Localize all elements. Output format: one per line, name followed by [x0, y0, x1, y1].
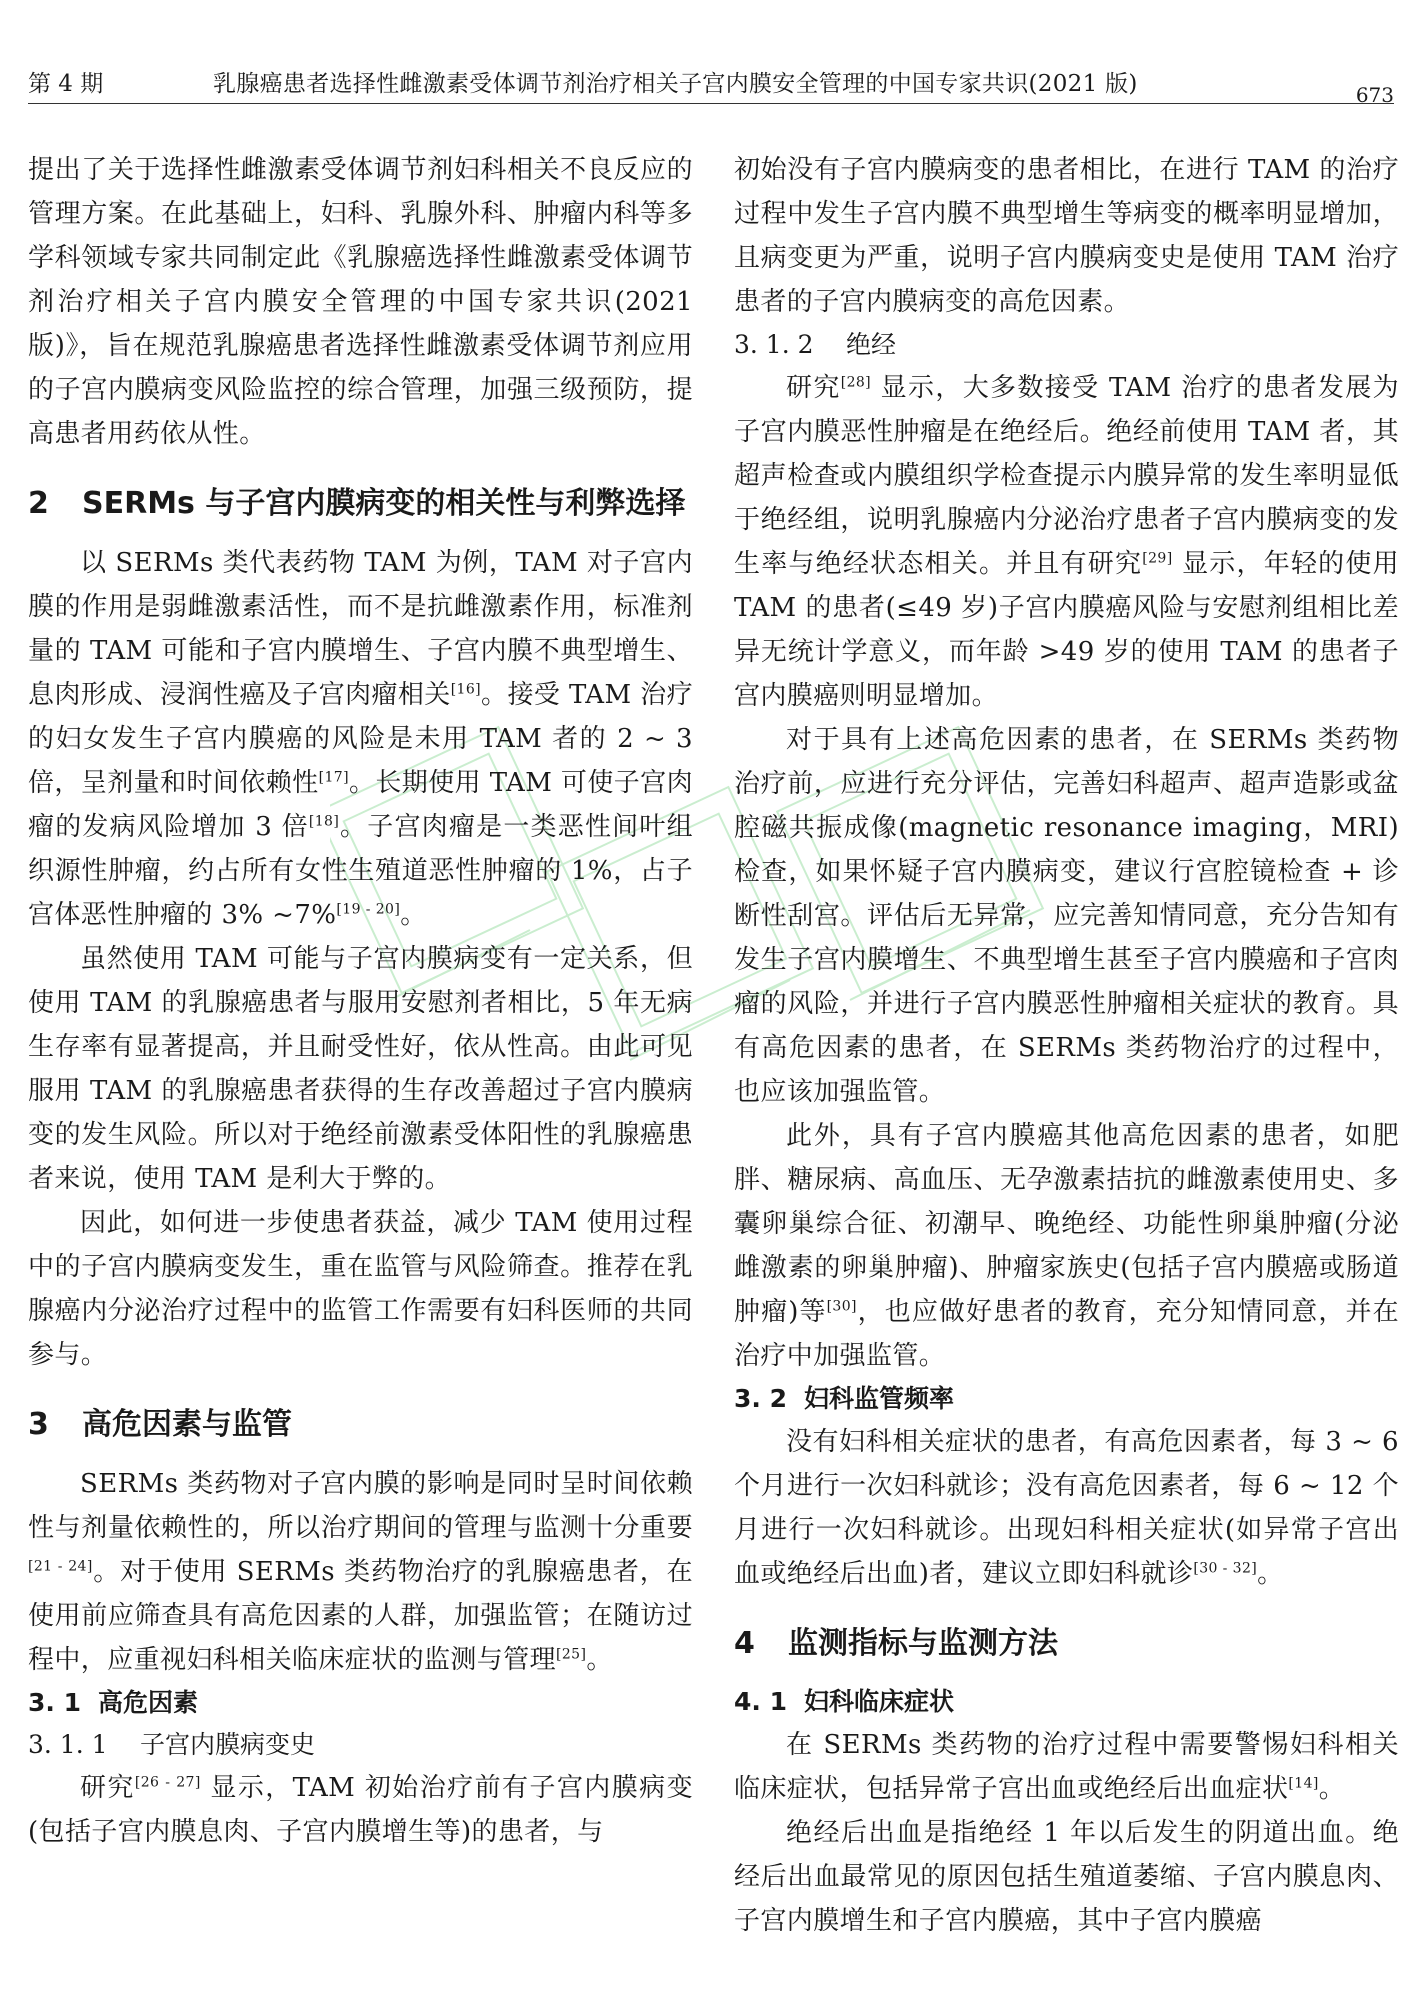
- paragraph: [734, 366, 1399, 718]
- text-run: 显示，大多数接受 TAM 治疗的患者发展为子宫内膜恶性肿瘤是在绝经后。绝经前使用 TAM 者，其超声检查或内膜组织学检查提示内膜异常的发生率明显低于绝经组，说明乳腺癌内分泌治疗患者子宫内膜病变的发生率与绝经状态相关。并且有研究: [734, 373, 1399, 579]
- paragraph-continued: 初始没有子宫内膜病变的患者相比，在进行 TAM 的治疗过程中发生子宫内膜不典型增生等病变的概率明显增加，且病变更为严重，说明子宫内膜病变史是使用 TAM 治疗患者的子宫内膜病变的高危因素。: [734, 155, 1399, 317]
- subsection-title: 妇科监管频率: [804, 1384, 955, 1413]
- text-run: 。对于使用 SERMs 类药物治疗的乳腺癌患者，在使用前应筛查具有高危因素的人群，加强监管；在随访过程中，应重视妇科相关临床症状的监测与管理: [28, 1557, 693, 1675]
- subsection-number: 3. 2: [734, 1384, 787, 1413]
- subsection-4-1-heading: [734, 1681, 1399, 1723]
- subsection-number: 3. 1. 1: [28, 1730, 108, 1759]
- text-run: 以 SERMs 类代表药物 TAM 为例，TAM 对子宫内膜的作用是弱雌激素活性，而不是抗雌激素作用，标准剂量的 TAM 可能和子宫内膜增生、子宫内膜不典型增生、息肉形成、浸润性癌及子宫肉瘤相关: [28, 548, 693, 710]
- text-run: 。子宫肉瘤是一类恶性间叶组织源性肿瘤，约占所有女性生殖道恶性肿瘤的 1%，占子宫体恶性肿瘤的 3% ~7%: [28, 812, 694, 930]
- section-title: 监测指标与监测方法: [788, 1626, 1058, 1661]
- text-run: 。: [400, 900, 427, 930]
- subsection-number: 3. 1. 2: [734, 330, 814, 359]
- citation: [26 - 27]: [134, 1774, 201, 1791]
- text-run: 。: [1257, 1559, 1284, 1589]
- subsection-number: 4. 1: [734, 1687, 787, 1716]
- paragraph: 虽然使用 TAM 可能与子宫内膜病变有一定关系，但使用 TAM 的乳腺癌患者与服用安慰剂者相比，5 年无病生存率有显著提高，并且耐受性好，依从性高。由此可见服用 TAM 的乳腺癌患者获得的生存改善超过子宫内膜病变的发生风险。所以对于绝经前激素受体阳性的乳腺癌患者来说，使用 TAM 是利大于弊的。: [28, 944, 693, 1194]
- paragraph: [734, 1723, 1399, 1811]
- section-number: 4: [734, 1626, 755, 1661]
- running-title: 乳腺癌患者选择性雌激素受体调节剂治疗相关子宫内膜安全管理的中国专家共识(2021 版): [213, 71, 1138, 97]
- paragraph: 对于具有上述高危因素的患者，在 SERMs 类药物治疗前，应进行充分评估，完善妇科超声、超声造影或盆腔磁共振成像(magnetic resonance imaging，MRI)检查，如果怀疑子宫内膜病变，建议行宫腔镜检查 + 诊断性刮宫。评估后无异常，应完善知情同意，充分告知有发生子宫内膜增生、不典型增生甚至子宫内膜癌和子宫肉瘤的风险，并进行子宫内膜恶性肿瘤相关症状的教育。具有高危因素的患者，在 SERMs 类药物治疗的过程中，也应该加强监管。: [734, 725, 1399, 1107]
- subsection-3-1-2-heading: [734, 324, 1399, 366]
- paragraph: [28, 1766, 693, 1854]
- subsection-3-1-1-heading: [28, 1724, 693, 1766]
- paragraph: 因此，如何进一步使患者获益，减少 TAM 使用过程中的子宫内膜病变发生，重在监管与风险筛查。推荐在乳腺癌内分泌治疗过程中的监管工作需要有妇科医师的共同参与。: [28, 1208, 693, 1370]
- citation: [16]: [450, 681, 482, 698]
- paragraph: [734, 1114, 1399, 1378]
- left-column: [28, 148, 693, 1854]
- paragraph: [734, 1420, 1399, 1596]
- right-column: [734, 148, 1399, 1943]
- text-run: 没有妇科相关症状的患者，有高危因素者，每 3 ~ 6 个月进行一次妇科就诊；没有高危因素者，每 6 ~ 12 个月进行一次妇科就诊。出现妇科相关症状(如异常子宫出血或绝经后出血)者，建议立即妇科就诊: [734, 1427, 1399, 1589]
- paragraph: [28, 1462, 693, 1682]
- text-run: 在 SERMs 类药物的治疗过程中需要警惕妇科相关临床症状，包括异常子宫出血或绝经后出血症状: [734, 1730, 1399, 1804]
- citation: [19 - 20]: [336, 901, 401, 918]
- section-2-heading: [28, 480, 693, 527]
- page-number: 673: [1355, 83, 1394, 107]
- text-run: 。接受 TAM 治疗的妇女发生子宫内膜癌的风险是未用 TAM 者的 2 ~ 3 倍，呈剂量和时间依赖性: [28, 680, 693, 798]
- section-title: SERMs 与子宫内膜病变的相关性与利弊选择: [82, 486, 686, 521]
- subsection-title: 妇科临床症状: [804, 1687, 955, 1716]
- citation: [30 - 32]: [1193, 1560, 1258, 1577]
- text-run: 此外，具有子宫内膜癌其他高危因素的患者，如肥胖、糖尿病、高血压、无孕激素拮抗的雌激素使用史、多囊卵巢综合征、初潮早、晚绝经、功能性卵巢肿瘤(分泌雌激素的卵巢肿瘤)、肿瘤家族史(包括子宫内膜癌或肠道肿瘤)等: [734, 1121, 1399, 1327]
- subsection-title: 绝经: [846, 330, 897, 359]
- citation: [17]: [318, 769, 349, 786]
- text-run: 。: [1318, 1774, 1346, 1804]
- citation: [25]: [556, 1646, 587, 1663]
- section-4-heading: [734, 1620, 1399, 1667]
- subsection-title: 子宫内膜病变史: [140, 1730, 316, 1759]
- citation: [14]: [1288, 1775, 1319, 1792]
- text-run: 显示，年轻的使用 TAM 的患者(≤49 岁)子宫内膜癌风险与安慰剂组相比差异无统计学意义，而年龄 >49 岁的使用 TAM 的患者子宫内膜癌则明显增加。: [734, 549, 1399, 711]
- paragraph: 绝经后出血是指绝经 1 年以后发生的阴道出血。绝经后出血最常见的原因包括生殖道萎缩、子宫内膜息肉、子宫内膜增生和子宫内膜癌，其中子宫内膜癌: [734, 1818, 1399, 1936]
- subsection-number: 3. 1: [28, 1688, 81, 1717]
- text-run: ，也应做好患者的教育，充分知情同意，并在治疗中加强监管。: [734, 1297, 1399, 1371]
- citation: [30]: [826, 1298, 857, 1315]
- text-run: 研究: [786, 373, 841, 403]
- citation: [29]: [1142, 550, 1173, 567]
- text-run: 显示，TAM 初始治疗前有子宫内膜病变(包括子宫内膜息肉、子宫内膜增生等)的患者，与: [28, 1773, 693, 1847]
- issue-number: 第 4 期: [28, 71, 104, 97]
- citation: [28]: [840, 374, 872, 391]
- subsection-3-2-heading: [734, 1378, 1399, 1420]
- subsection-3-1-heading: [28, 1682, 693, 1724]
- paragraph-intro-end: 提出了关于选择性雌激素受体调节剂妇科相关不良反应的管理方案。在此基础上，妇科、乳腺外科、肿瘤内科等多学科领域专家共同制定此《乳腺癌选择性雌激素受体调节剂治疗相关子宫内膜安全管理的中国专家共识(2021 版)》，旨在规范乳腺癌患者选择性雌激素受体调节剂应用的子宫内膜病变风险监控的综合管理，加强三级预防，提高患者用药依从性。: [28, 155, 693, 449]
- subsection-title: 高危因素: [98, 1688, 199, 1717]
- paragraph: [28, 541, 693, 937]
- section-number: 3: [28, 1407, 49, 1442]
- text-run: 研究: [80, 1773, 135, 1803]
- citation: [21 - 24]: [28, 1558, 93, 1575]
- section-title: 高危因素与监管: [82, 1407, 292, 1442]
- section-3-heading: [28, 1401, 693, 1448]
- text-run: 。长期使用 TAM 可使子宫肉瘤的发病风险增加 3 倍: [28, 768, 693, 842]
- running-header: [28, 55, 1394, 107]
- citation: [18]: [308, 813, 340, 830]
- text-run: 。: [586, 1645, 613, 1675]
- section-number: 2: [28, 486, 49, 521]
- text-run: SERMs 类药物对子宫内膜的影响是同时呈时间依赖性与剂量依赖性的，所以治疗期间的管理与监测十分重要: [28, 1469, 693, 1543]
